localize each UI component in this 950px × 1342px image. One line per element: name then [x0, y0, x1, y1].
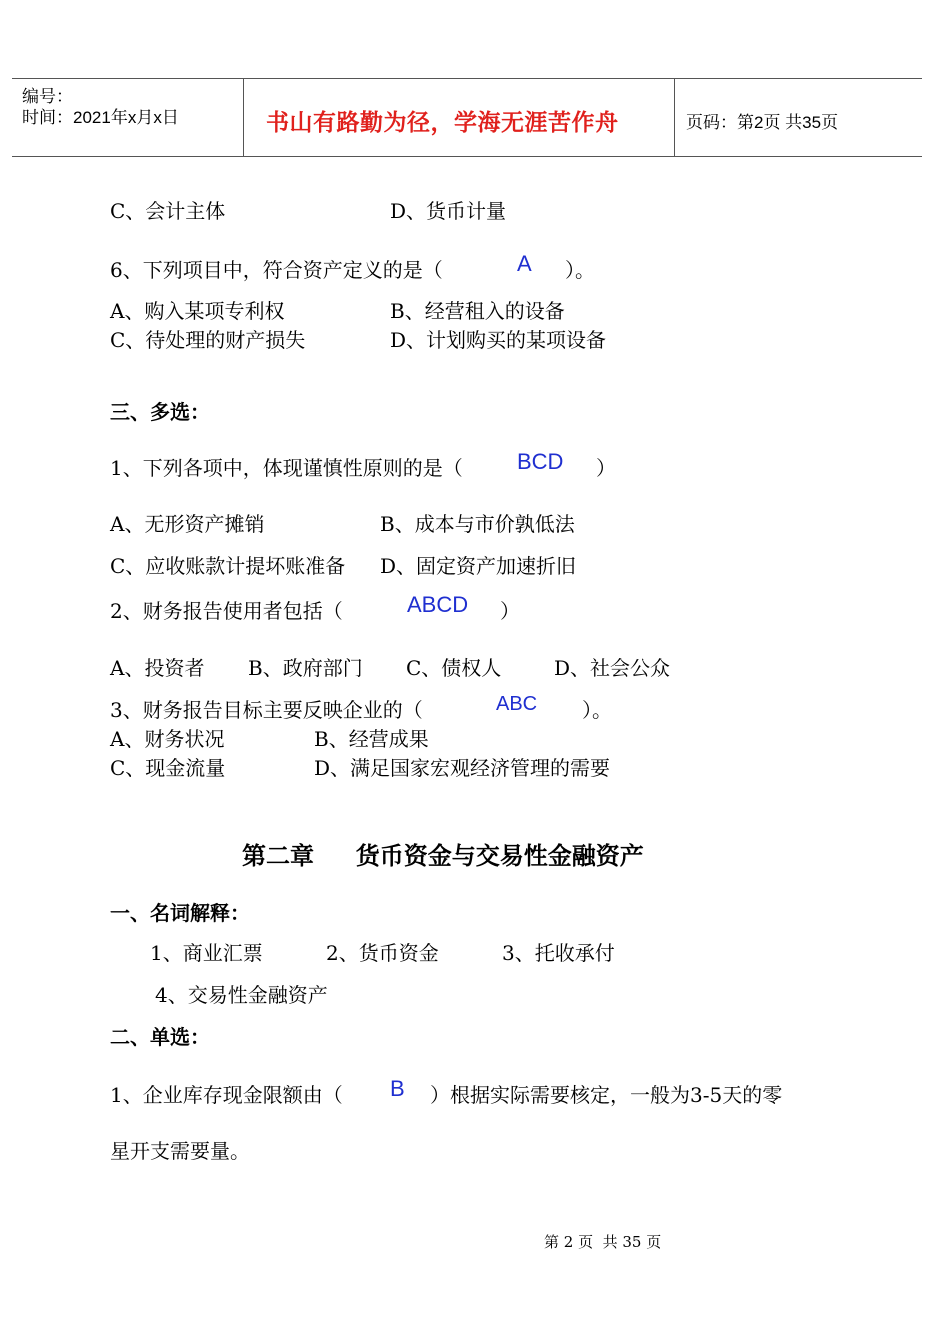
- m1-option-a: A、无形资产摊销: [110, 512, 265, 536]
- m3-option-c: C、现金流量: [110, 756, 226, 780]
- m3-option-a: A、财务状况: [110, 727, 225, 751]
- s1-stem-cont: ）根据实际需要核定，一般为3-5天的零: [430, 1083, 783, 1107]
- page-footer: 第 2 页 共 35 页: [544, 1233, 662, 1251]
- m1-option-d: D、固定资产加速折旧: [380, 554, 577, 578]
- m3-stem-end: ）。: [582, 698, 612, 722]
- m3-answer: ABC: [496, 693, 538, 715]
- header-top-rule: [12, 78, 922, 79]
- s1-stem-wrap: 星开支需要量。: [110, 1139, 250, 1163]
- q5-option-c: C、会计主体: [110, 199, 226, 223]
- m1-stem: 1、下列各项中，体现谨慎性原则的是（: [110, 456, 463, 480]
- m2-option-c: C、债权人: [406, 656, 502, 680]
- q6-stem: 6、下列项目中，符合资产定义的是（: [110, 258, 443, 282]
- term-4: 4、交易性金融资产: [155, 983, 328, 1007]
- q6-answer: A: [517, 251, 532, 276]
- q6-option-a: A、购入某项专利权: [110, 299, 285, 323]
- s1-stem: 1、企业库存现金限额由（: [110, 1083, 343, 1107]
- m3-option-b: B、经营成果: [314, 727, 429, 751]
- m3-stem: 3、财务报告目标主要反映企业的（: [110, 698, 423, 722]
- header-time-label: 时间：2021年x月x日: [22, 108, 179, 127]
- header-divider-left: [243, 78, 244, 156]
- m1-stem-end: ）: [596, 456, 616, 480]
- section-heading-multi: 三、多选：: [110, 400, 210, 424]
- header-number-label: 编号：: [22, 87, 73, 106]
- header-divider-right: [674, 78, 675, 156]
- s1-answer: B: [390, 1076, 405, 1101]
- m1-option-c: C、应收账款计提坏账准备: [110, 554, 346, 578]
- m3-option-d: D、满足国家宏观经济管理的需要: [314, 756, 611, 780]
- m2-answer: ABCD: [407, 592, 469, 617]
- m2-option-b: B、政府部门: [248, 656, 363, 680]
- term-1: 1、商业汇票: [150, 941, 263, 965]
- header-bottom-rule: [12, 156, 922, 157]
- q5-option-d: D、货币计量: [390, 199, 507, 223]
- section-heading-terms: 一、名词解释：: [110, 901, 250, 925]
- q6-option-d: D、计划购买的某项设备: [390, 328, 607, 352]
- term-3: 3、托收承付: [502, 941, 615, 965]
- chapter-title: 第二章 货币资金与交易性金融资产: [242, 842, 644, 870]
- m1-option-b: B、成本与市价孰低法: [380, 512, 575, 536]
- m2-option-a: A、投资者: [110, 656, 205, 680]
- term-2: 2、货币资金: [326, 941, 439, 965]
- m1-answer: BCD: [517, 449, 564, 474]
- m2-stem-end: ）: [500, 599, 520, 623]
- header-motto: 书山有路勤为径，学海无涯苦作舟: [266, 110, 619, 136]
- q6-option-b: B、经营租入的设备: [390, 299, 565, 323]
- section-heading-single: 二、单选：: [110, 1025, 210, 1049]
- m2-option-d: D、社会公众: [554, 656, 671, 680]
- q6-stem-end: ）。: [565, 258, 595, 282]
- m2-stem: 2、财务报告使用者包括（: [110, 599, 343, 623]
- q6-option-c: C、待处理的财产损失: [110, 328, 306, 352]
- header-page-label: 页码：第2页 共35页: [686, 113, 839, 132]
